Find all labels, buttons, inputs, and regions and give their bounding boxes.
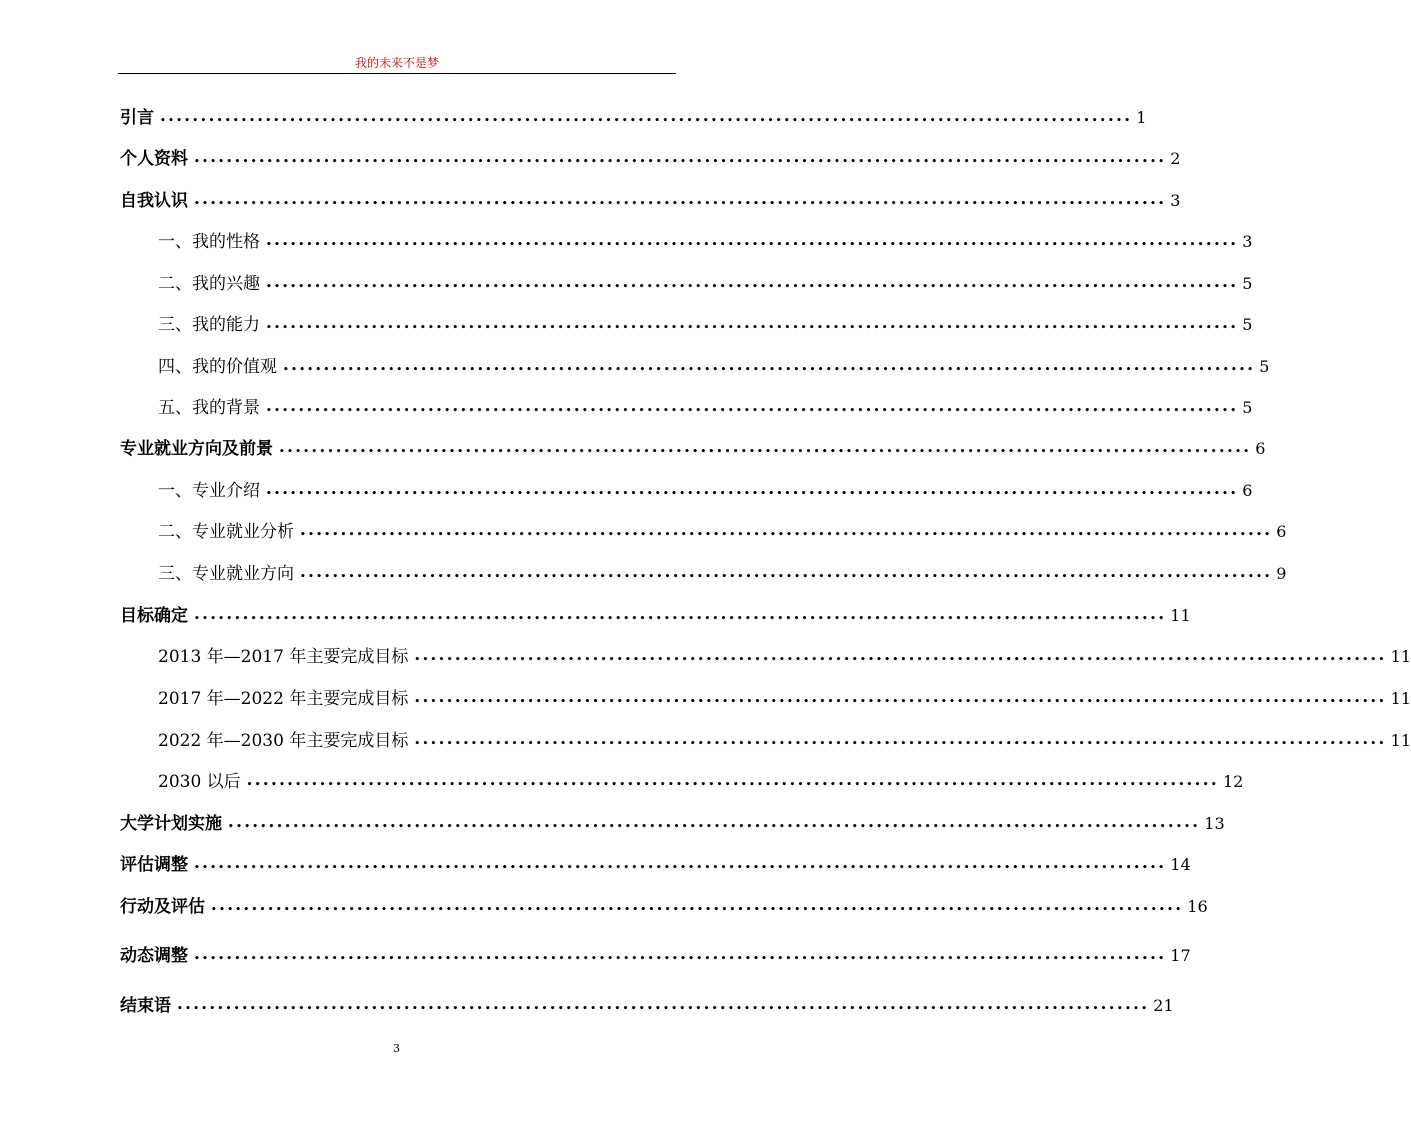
toc-entry-title: 结束语: [120, 996, 171, 1016]
toc-entry-page: 16: [1187, 897, 1208, 916]
toc-entry-page: 3: [1170, 191, 1181, 210]
toc-entry[interactable]: [120, 994, 1174, 1018]
toc-entry-title: 大学计划实施: [120, 814, 222, 834]
toc-entry[interactable]: [158, 230, 1253, 254]
toc-entry-page: 14: [1170, 855, 1191, 874]
toc-dot-leader: ••••••••••••••••••••••••••••••••••••••••••••••••••••••••••••••••••••••••••••••••••••••••••••••••••••••••••••••••••••••••: [194, 863, 1167, 873]
toc-entry-page: 1: [1136, 108, 1147, 127]
toc-entry-title: 二、专业就业分析: [158, 522, 294, 542]
toc-dot-leader: ••••••••••••••••••••••••••••••••••••••••••••••••••••••••••••••••••••••••••••••••••••••••••••••••••••••••••••••••••••••••: [266, 323, 1239, 333]
toc-dot-leader: ••••••••••••••••••••••••••••••••••••••••••••••••••••••••••••••••••••••••••••••••••••••••••••••••••••••••••••••••••••••••: [266, 240, 1239, 250]
toc-entry[interactable]: [120, 106, 1147, 130]
toc-entry[interactable]: [158, 355, 1270, 379]
toc-entry[interactable]: [158, 520, 1287, 544]
toc-entry-title: 2017 年—2022 年主要完成目标: [158, 689, 409, 709]
toc-entry-page: 5: [1242, 398, 1253, 417]
toc-entry[interactable]: [120, 604, 1191, 628]
toc-entry-title: 二、我的兴趣: [158, 274, 260, 294]
toc-dot-leader: ••••••••••••••••••••••••••••••••••••••••••••••••••••••••••••••••••••••••••••••••••••••••••••••••••••••••••••••••••••••••: [279, 447, 1252, 457]
toc-entry-page: 12: [1222, 772, 1244, 791]
toc-dot-leader: ••••••••••••••••••••••••••••••••••••••••••••••••••••••••••••••••••••••••••••••••••••••••••••••••••••••••••••••••••••••••: [266, 489, 1239, 499]
toc-entry-page: 11: [1390, 647, 1411, 666]
toc-entry[interactable]: [158, 770, 1244, 794]
toc-entry-page: 5: [1242, 315, 1253, 334]
toc-dot-leader: ••••••••••••••••••••••••••••••••••••••••••••••••••••••••••••••••••••••••••••••••••••••••••••••••••••••••••••••••••••••••: [266, 282, 1239, 292]
toc-dot-leader: ••••••••••••••••••••••••••••••••••••••••••••••••••••••••••••••••••••••••••••••••••••••••••••••••••••••••••••••••••••••••: [194, 199, 1167, 209]
toc-dot-leader: ••••••••••••••••••••••••••••••••••••••••••••••••••••••••••••••••••••••••••••••••••••••••••••••••••••••••••••••••••••••••: [160, 116, 1133, 126]
toc-entry-page: 6: [1242, 481, 1253, 500]
toc-entry[interactable]: [120, 147, 1181, 171]
toc-dot-leader: ••••••••••••••••••••••••••••••••••••••••••••••••••••••••••••••••••••••••••••••••••••••••••••••••••••••••••••••••••••••••: [283, 365, 1256, 375]
toc-entry-page: 6: [1276, 522, 1287, 541]
page-number: 3: [393, 1042, 400, 1055]
toc-entry[interactable]: [158, 479, 1253, 503]
toc-entry-title: 个人资料: [120, 149, 188, 169]
toc-entry-title: 五、我的背景: [158, 398, 260, 418]
toc-entry[interactable]: [120, 189, 1181, 213]
toc-dot-leader: ••••••••••••••••••••••••••••••••••••••••••••••••••••••••••••••••••••••••••••••••••••••••••••••••••••••••••••••••••••••••: [266, 406, 1239, 416]
page-header: 我的未来不是梦: [354, 56, 439, 70]
toc-entry[interactable]: [158, 313, 1253, 337]
toc-entry[interactable]: [120, 944, 1191, 968]
toc-entry-title: 2030 以后: [158, 772, 241, 792]
toc-dot-leader: ••••••••••••••••••••••••••••••••••••••••••••••••••••••••••••••••••••••••••••••••••••••••••••••••••••••••••••••••••••••••: [177, 1004, 1150, 1014]
toc-entry-title: 三、我的能力: [158, 315, 260, 335]
toc-dot-leader: ••••••••••••••••••••••••••••••••••••••••••••••••••••••••••••••••••••••••••••••••••••••••••••••••••••••••••••••••••••••••: [228, 822, 1201, 832]
toc-entry-page: 3: [1242, 232, 1253, 251]
toc-entry-page: 17: [1170, 946, 1191, 965]
toc-entry-page: 5: [1259, 357, 1270, 376]
toc-entry[interactable]: [120, 853, 1191, 877]
toc-dot-leader: ••••••••••••••••••••••••••••••••••••••••••••••••••••••••••••••••••••••••••••••••••••••••••••••••••••••••••••••••••••••••: [300, 572, 1273, 582]
toc-entry-page: 11: [1390, 689, 1411, 708]
toc-entry[interactable]: [158, 396, 1253, 420]
toc-entry-title: 2022 年—2030 年主要完成目标: [158, 731, 409, 751]
toc-entry-title: 三、专业就业方向: [158, 564, 294, 584]
toc-entry-title: 2013 年—2017 年主要完成目标: [158, 647, 409, 667]
toc-entry[interactable]: [158, 687, 1411, 711]
toc-entry-title: 一、专业介绍: [158, 481, 260, 501]
toc-entry[interactable]: [120, 437, 1266, 461]
toc-entry[interactable]: [158, 645, 1411, 669]
toc-entry-title: 目标确定: [120, 606, 188, 626]
toc-entry[interactable]: [158, 562, 1287, 586]
toc-dot-leader: ••••••••••••••••••••••••••••••••••••••••••••••••••••••••••••••••••••••••••••••••••••••••••••••••••••••••••••••••••••••••: [300, 530, 1273, 540]
toc-entry-page: 2: [1170, 149, 1181, 168]
toc-entry[interactable]: [158, 729, 1411, 753]
toc-dot-leader: ••••••••••••••••••••••••••••••••••••••••••••••••••••••••••••••••••••••••••••••••••••••••••••••••••••••••••••••••••••••••: [194, 954, 1167, 964]
toc-dot-leader: ••••••••••••••••••••••••••••••••••••••••••••••••••••••••••••••••••••••••••••••••••••••••••••••••••••••••••••••••••••••••: [194, 157, 1167, 167]
toc-entry-title: 行动及评估: [120, 897, 205, 917]
toc-dot-leader: ••••••••••••••••••••••••••••••••••••••••••••••••••••••••••••••••••••••••••••••••••••••••••••••••••••••••••••••••••••••••: [211, 905, 1184, 915]
toc-entry[interactable]: [120, 895, 1208, 919]
toc-entry-title: 动态调整: [120, 946, 188, 966]
toc-entry-page: 11: [1390, 731, 1411, 750]
toc-dot-leader: ••••••••••••••••••••••••••••••••••••••••••••••••••••••••••••••••••••••••••••••••••••••••••••••••••••••••••••••••••••••••: [194, 614, 1167, 624]
toc-entry-page: 11: [1170, 606, 1191, 625]
toc-entry-page: 5: [1242, 274, 1253, 293]
toc-entry-title: 自我认识: [120, 191, 188, 211]
toc-entry-title: 专业就业方向及前景: [120, 439, 273, 459]
toc-dot-leader: ••••••••••••••••••••••••••••••••••••••••••••••••••••••••••••••••••••••••••••••••••••••••••••••••••••••••••••••••••••••••: [414, 697, 1387, 707]
toc-entry-title: 一、我的性格: [158, 232, 260, 252]
toc-entry-title: 评估调整: [120, 855, 188, 875]
toc-entry[interactable]: [158, 272, 1253, 296]
toc-dot-leader: ••••••••••••••••••••••••••••••••••••••••••••••••••••••••••••••••••••••••••••••••••••••••••••••••••••••••••••••••••••••••: [414, 655, 1387, 665]
toc-entry-page: 6: [1255, 439, 1266, 458]
toc-entry-title: 引言: [120, 108, 154, 128]
toc-entry-page: 9: [1276, 564, 1287, 583]
toc-dot-leader: ••••••••••••••••••••••••••••••••••••••••••••••••••••••••••••••••••••••••••••••••••••••••••••••••••••••••••••••••••••••••: [246, 780, 1219, 790]
toc-entry-page: 21: [1153, 996, 1174, 1015]
toc-entry-page: 13: [1204, 814, 1225, 833]
toc-entry[interactable]: [120, 812, 1225, 836]
toc-entry-title: 四、我的价值观: [158, 357, 277, 377]
toc-dot-leader: ••••••••••••••••••••••••••••••••••••••••••••••••••••••••••••••••••••••••••••••••••••••••••••••••••••••••••••••••••••••••: [414, 739, 1387, 749]
